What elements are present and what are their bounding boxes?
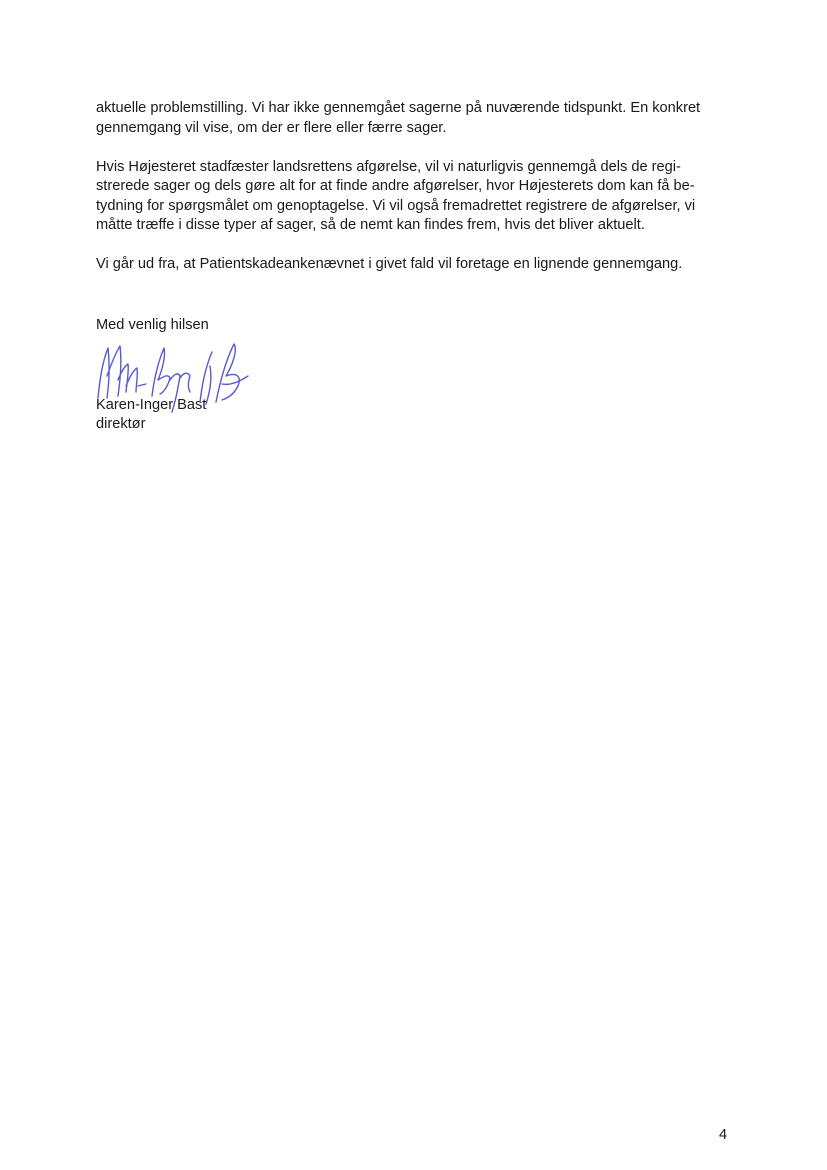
paragraph-1: [96, 99, 732, 138]
text-line: måtte træffe i disse typer af sager, så de nemt kan findes frem, hvis det bliver aktuelt.: [96, 217, 645, 233]
signer-name: Karen-Inger Bast: [96, 397, 207, 413]
handwritten-signature: [92, 336, 257, 416]
text-line: Vi går ud fra, at Patientskadeankenævnet i givet fald vil foretage en lignende gennemgang.: [96, 256, 683, 272]
text-line: strerede sager og dels gøre alt for at finde andre afgørelser, hvor Højesterets dom kan få be-: [96, 178, 695, 194]
text-line: tydning for spørgsmålet om genoptagelse. Vi vil også fremadrettet registrere de afgørelser, vi: [96, 197, 696, 214]
signer-title: direktør: [96, 416, 146, 432]
text-line: aktuelle problemstilling. Vi har ikke gennemgået sagerne på nuværende tidspunkt. En konkret: [96, 100, 701, 116]
closing-salutation: Med venlig hilsen: [96, 317, 209, 333]
page-number: 4: [719, 1127, 728, 1143]
letter-body: [96, 99, 732, 294]
paragraph-2: [96, 158, 732, 236]
paragraph-3: [96, 255, 732, 275]
text-line: Hvis Højesteret stadfæster landsrettens afgørelse, vil vi naturligvis gennemgå dels de regi-: [96, 158, 681, 175]
text-line: gennemgang vil vise, om der er flere eller færre sager.: [96, 119, 447, 136]
